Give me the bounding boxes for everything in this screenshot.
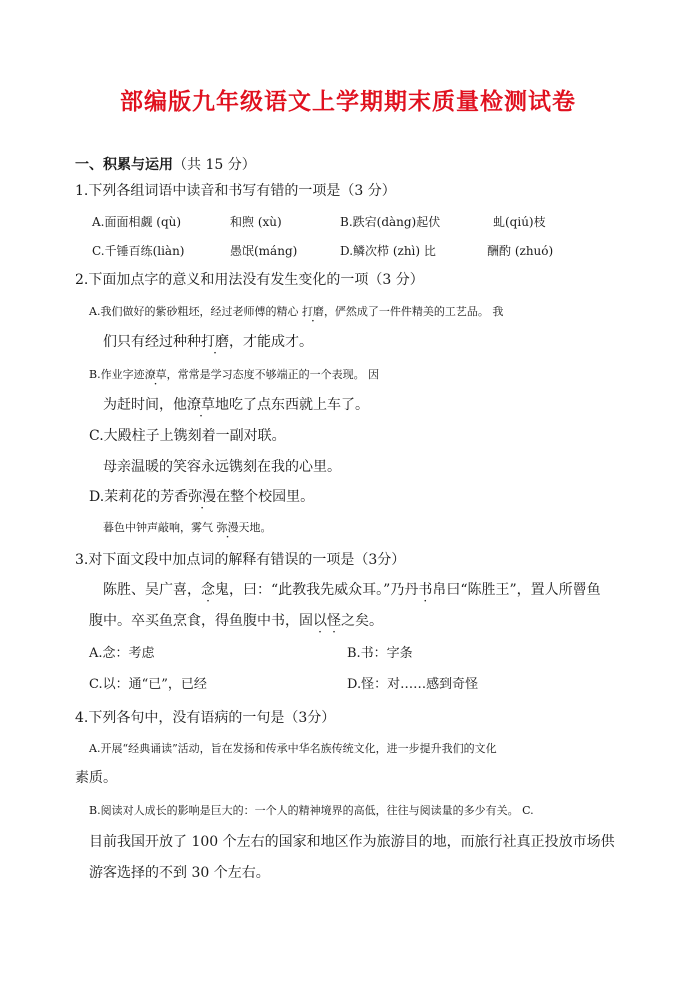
text-run: 地吃了点东西就上车了。 bbox=[215, 397, 369, 413]
text-run: D.茉莉花的芳香 bbox=[89, 489, 189, 505]
text-run: ，俨然成了一件件精美的工艺品。 我 bbox=[323, 305, 504, 318]
q2-option-c-line2: 母亲温暖的笑容永远镌刻在我的心里。 bbox=[103, 459, 341, 475]
text-run: 之矣。 bbox=[341, 613, 383, 629]
q1-option-d1: D.鳞次栉 (zhì) 比 bbox=[340, 244, 436, 258]
q1-option-d2: 酬酌 (zhuó) bbox=[487, 244, 554, 258]
q2-stem: 2.下面加点字的意义和用法没有发生变化的一项（3 分） bbox=[75, 272, 424, 288]
q2-option-c: C.大殿柱子上镌刻着一副对联。 bbox=[89, 428, 286, 444]
q1-option-a1: A.面面相觑 (qù) bbox=[92, 215, 182, 229]
q4-option-b: B.阅读对人成长的影响是巨大的：一个人的精神境界的高低，往往与阅读量的多少有关。 C. bbox=[89, 804, 534, 817]
q2-option-a bbox=[89, 303, 503, 321]
section-title: 一、积累与运用 bbox=[75, 157, 173, 173]
text-run: 鬼，曰：“此教我先威众耳。”乃丹 bbox=[215, 582, 419, 598]
dotted-word: 弥漫 bbox=[188, 489, 217, 505]
text-run: ，常常是学习态度不够端正的一个表现。 因 bbox=[166, 368, 380, 381]
section-heading bbox=[75, 156, 256, 174]
dotted-word: 潦草 bbox=[144, 368, 167, 381]
dotted-word: 书 bbox=[418, 582, 433, 598]
q4-option-a-line2: 素质。 bbox=[75, 770, 117, 786]
q4-stem: 4.下列各句中，没有语病的一句是（3分） bbox=[75, 710, 336, 726]
text-run: 在整个校园里。 bbox=[216, 489, 315, 505]
text-run: 帛曰“陈胜王”，置人所罾鱼 bbox=[432, 582, 601, 598]
q3-passage-line2 bbox=[89, 612, 383, 630]
q3-stem: 3.对下面文段中加点词的解释有错误的一项是（3分） bbox=[75, 552, 406, 568]
text-run: ，才能成才。 bbox=[229, 334, 313, 350]
text-run: 腹中。卒买鱼烹食，得鱼腹中书，固 bbox=[89, 613, 313, 629]
q2-option-b-line2 bbox=[103, 396, 369, 414]
q3-option-b: B.书：字条 bbox=[347, 646, 413, 661]
q1-stem: 1.下列各组词语中读音和书写有错的一项是（3 分） bbox=[75, 183, 396, 199]
dotted-word: 打磨 bbox=[301, 305, 324, 318]
q3-option-c: C.以：通“已”，已经 bbox=[89, 677, 207, 692]
text-run: B.作业字迹 bbox=[89, 368, 145, 381]
q2-option-b bbox=[89, 366, 379, 384]
dotted-word: 弥漫 bbox=[216, 521, 239, 534]
q3-option-d: D.怪：对……感到奇怪 bbox=[347, 677, 479, 692]
page-title: 部编版九年级语文上学期期末质量检测试卷 bbox=[120, 89, 576, 115]
q1-option-a2: 和煦 (xù) bbox=[230, 215, 282, 229]
text-run: 暮色中钟声敲响，雾气 bbox=[103, 521, 217, 534]
dotted-word: 念 bbox=[201, 582, 215, 598]
q2-option-d bbox=[89, 488, 314, 506]
dotted-word: 潦草 bbox=[187, 397, 215, 413]
q4-option-a: A.开展“经典诵读”活动，旨在发扬和传承中华名族传统文化，进一步提升我们的文化 bbox=[89, 742, 497, 755]
text-run: A.我们做好的紫砂粗坯，经过老师傅的精心 bbox=[89, 305, 302, 318]
text-run: 们只有经过种种 bbox=[103, 334, 201, 350]
section-points: （共 15 分） bbox=[173, 157, 256, 173]
dotted-word: 打磨 bbox=[201, 334, 229, 350]
q2-option-a-line2 bbox=[103, 333, 313, 351]
q4-option-c: 目前我国开放了 100 个左右的国家和地区作为旅游目的地，而旅行社真正投放市场供 bbox=[89, 834, 615, 850]
q2-option-d-line2 bbox=[103, 519, 272, 537]
q3-option-a: A.念：考虑 bbox=[89, 646, 155, 661]
q1-option-c2: 愚氓(máng) bbox=[230, 244, 298, 258]
text-run: 陈胜、吴广喜， bbox=[103, 582, 201, 598]
dotted-word: 怪 bbox=[327, 613, 341, 629]
text-run: 为赶时间，他 bbox=[103, 397, 187, 413]
dotted-word: 以 bbox=[313, 613, 327, 629]
q3-passage-line1 bbox=[103, 581, 601, 599]
q1-option-b1: B.跌宕(dàng)起伏 bbox=[340, 215, 441, 229]
q1-option-b2: 虬(qiú)枝 bbox=[493, 215, 546, 229]
text-run: 天地。 bbox=[238, 521, 272, 534]
q1-option-c1: C.千锤百练(liàn) bbox=[92, 244, 185, 258]
q4-option-c-line2: 游客选择的不到 30 个左右。 bbox=[89, 865, 270, 881]
